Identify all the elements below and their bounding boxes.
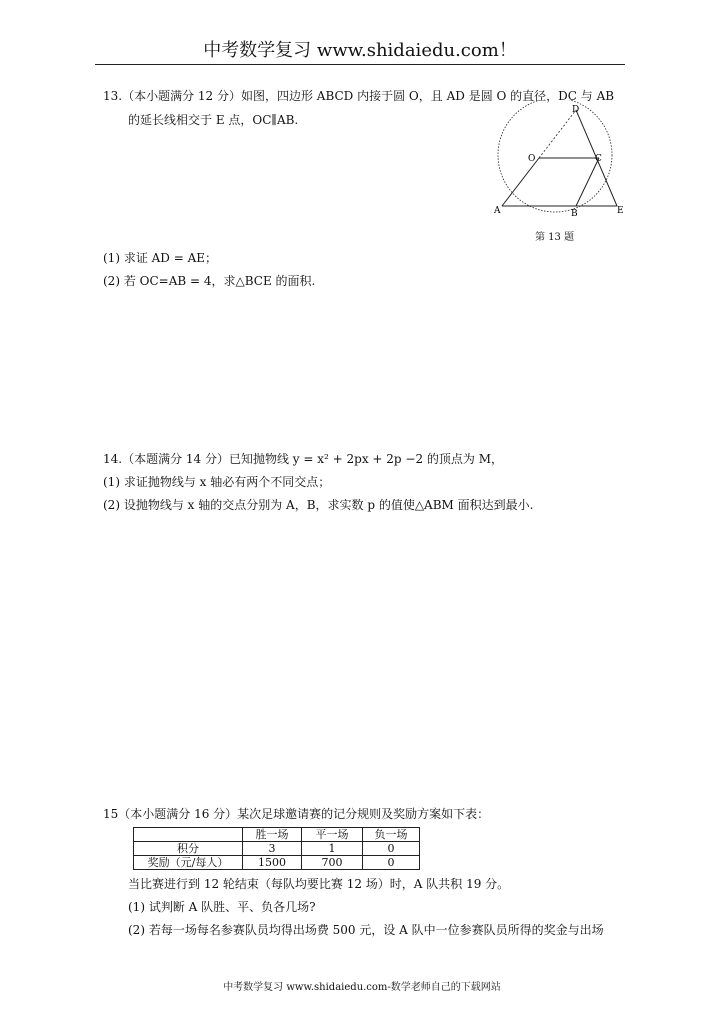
q13-line2: 的延长线相交于 E 点，OC∥AB. — [128, 113, 299, 127]
q14-part2: (2) 设抛物线与 x 轴的交点分别为 A，B，求实数 p 的值使△ABM 面积达到最小. — [103, 498, 534, 512]
table-cell: 积分 — [134, 842, 243, 856]
q13-geometry-figure — [470, 100, 630, 225]
q15-part1: (1) 试判断 A 队胜、平、负各几场? — [128, 900, 316, 914]
header-rule — [95, 64, 625, 65]
table-header-row — [134, 828, 420, 842]
table-cell: 700 — [302, 856, 363, 870]
q14-line1: 14.（本题满分 14 分）已知抛物线 y = x² + 2px + 2p −2 的顶点为 M， — [103, 452, 504, 466]
segment-cb — [576, 158, 599, 206]
page-header-title: 中考数学复习 www.shidaiedu.com！ — [203, 40, 517, 61]
page-footer: 中考数学复习 www.shidaiedu.com-数学老师自己的下载网站 — [223, 982, 501, 993]
segment-ao — [502, 158, 539, 206]
label-e: E — [617, 206, 624, 216]
table-cell: 0 — [363, 856, 420, 870]
label-c: C — [595, 154, 602, 164]
table-cell: 胜一场 — [243, 828, 302, 842]
table-cell — [134, 828, 243, 842]
q15-score-table — [133, 827, 420, 870]
table-cell: 3 — [243, 842, 302, 856]
q14-part1: (1) 求证抛物线与 x 轴必有两个不同交点； — [103, 475, 331, 489]
q15-line2: 当比赛进行到 12 轮结束（每队均要比赛 12 场）时，A 队共积 19 分。 — [128, 877, 510, 891]
table-cell: 0 — [363, 842, 420, 856]
table-row — [134, 856, 420, 870]
q15-line1: 15（本小题满分 16 分）某次足球邀请赛的记分规则及奖励方案如下表： — [103, 807, 490, 821]
q13-part1: (1) 求证 AD = AE； — [103, 251, 218, 265]
table-cell: 1 — [302, 842, 363, 856]
q13-figure-caption: 第 13 题 — [535, 232, 575, 243]
label-o: O — [528, 154, 536, 164]
table-cell: 负一场 — [363, 828, 420, 842]
q13-part2: (2) 若 OC=AB = 4，求△BCE 的面积. — [103, 274, 316, 288]
table-cell: 平一场 — [302, 828, 363, 842]
table-cell: 1500 — [243, 856, 302, 870]
table-cell: 奖励（元/每人） — [134, 856, 243, 870]
q15-part2: (2) 若每一场每名参赛队员均得出场费 500 元，设 A 队中一位参赛队员所得的奖金与出场 — [128, 923, 604, 937]
segment-od — [539, 110, 576, 158]
q13-line1: 13.（本小题满分 12 分）如图，四边形 ABCD 内接于圆 O，且 AD 是圆 O 的直径，DC 与 AB — [103, 89, 615, 103]
table-row — [134, 842, 420, 856]
label-b: B — [571, 209, 578, 219]
label-d: D — [572, 105, 580, 115]
label-a: A — [494, 206, 501, 216]
